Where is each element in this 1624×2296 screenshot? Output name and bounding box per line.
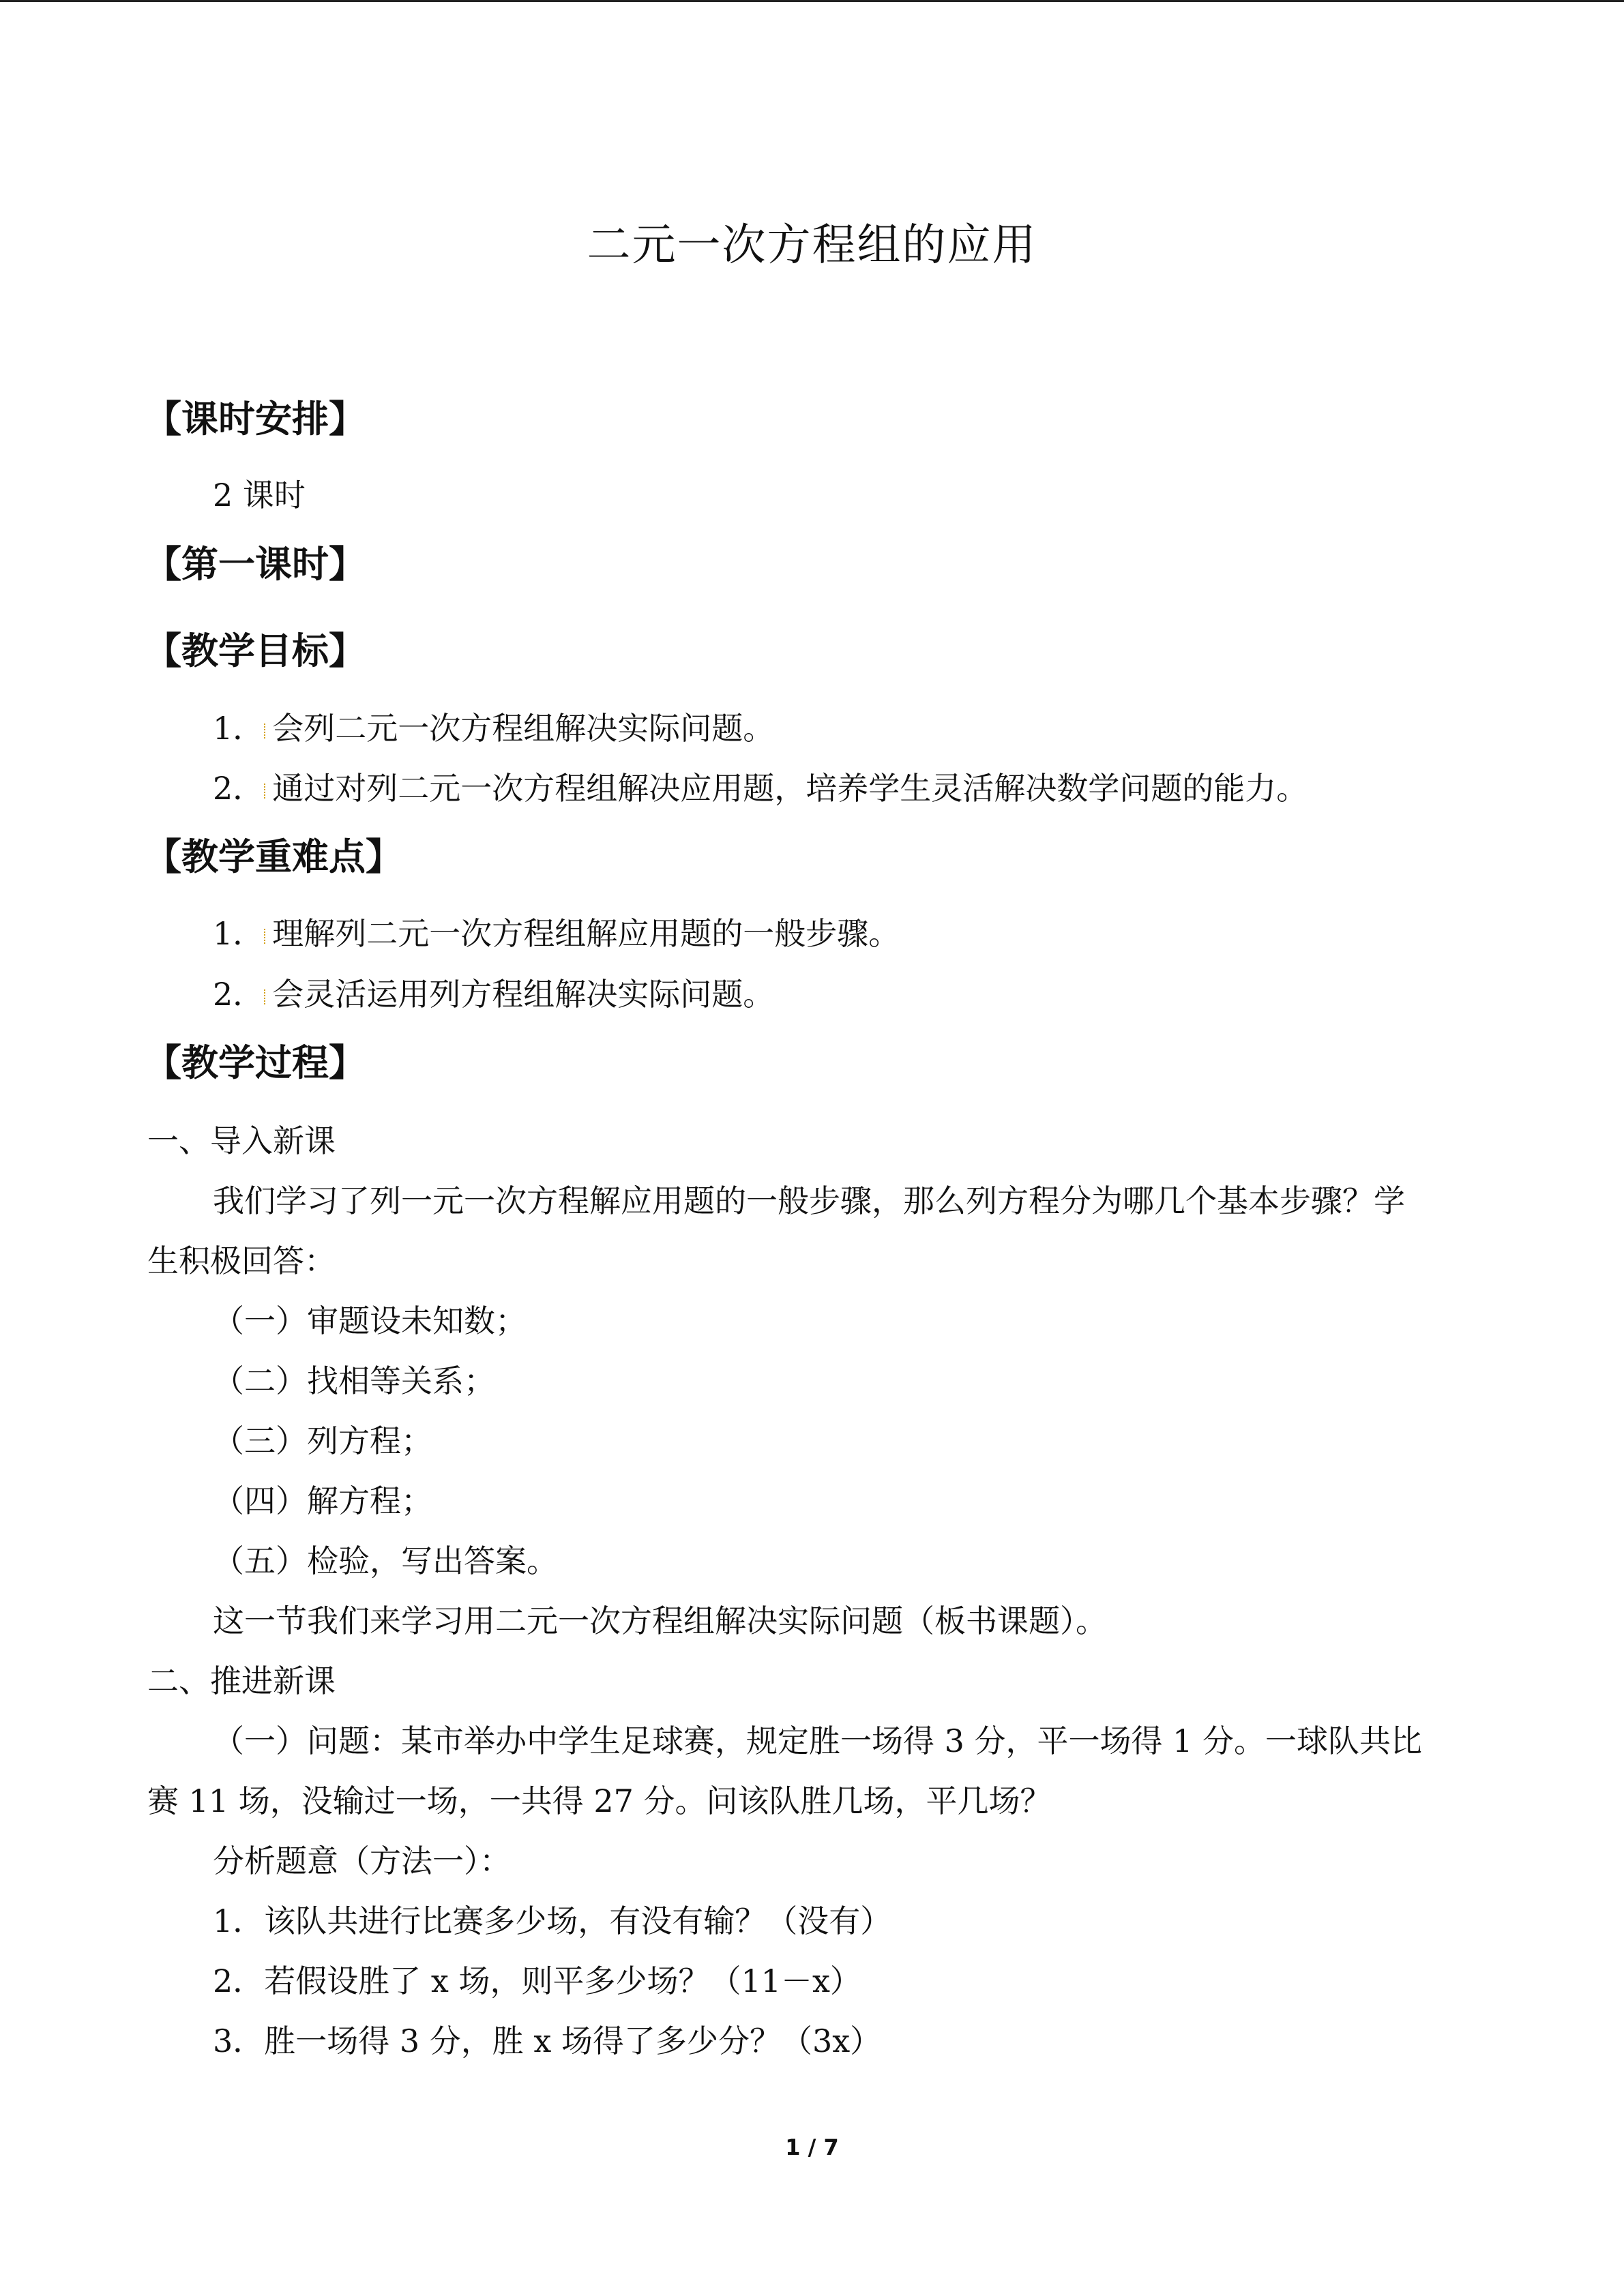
schedule-text: 2 课时 (213, 477, 306, 513)
part1-closing: 这一节我们来学习用二元一次方程组解决实际问题（板书课题）。 (213, 1602, 1107, 1639)
step-item: （三）列方程； (213, 1422, 432, 1459)
step-item: （二）找相等关系； (213, 1362, 495, 1399)
part1-paragraph-line: 生积极回答： (147, 1242, 336, 1279)
analysis-item: 2．若假设胜了 x 场，则平多少场？（11－x） (213, 1963, 861, 1999)
objective-number: 1． (213, 710, 265, 747)
document-title: 二元一次方程组的应用 (587, 220, 1037, 271)
heading-objectives: 【教学目标】 (145, 629, 366, 672)
keypoint-text: 理解列二元一次方程组解应用题的一般步骤。 (272, 915, 900, 952)
problem-line: （一）问题：某市举办中学生足球赛，规定胜一场得 3 分，平一场得 1 分。一球队共比 (213, 1723, 1423, 1759)
problem-line: 赛 11 场，没输过一场，一共得 27 分。问该队胜几场，平几场？ (147, 1783, 1052, 1819)
heading-keypoints: 【教学重难点】 (145, 835, 402, 878)
keypoint-item (213, 913, 900, 954)
page-number: 1 / 7 (785, 2134, 839, 2160)
analysis-item: 3．胜一场得 3 分，胜 x 场得了多少分？（3x） (213, 2023, 882, 2059)
heading-first-lesson: 【第一课时】 (145, 543, 366, 586)
keypoint-text: 会灵活运用列方程组解决实际问题。 (272, 976, 775, 1013)
part1-paragraph-line: 我们学习了列一元一次方程解应用题的一般步骤，那么列方程分为哪几个基本步骤？学 (213, 1182, 1405, 1219)
objective-text: 通过对列二元一次方程组解决应用题，培养学生灵活解决数学问题的能力。 (272, 770, 1308, 807)
analysis-item: 1．该队共进行比赛多少场，有没有输？（没有） (213, 1903, 892, 1939)
step-item: （四）解方程； (213, 1482, 432, 1519)
keypoint-item (213, 974, 774, 1015)
revision-mark (264, 929, 269, 944)
step-item: （五）检验，写出答案。 (213, 1542, 558, 1579)
keypoint-number: 1． (213, 915, 265, 952)
keypoint-number: 2． (213, 976, 265, 1013)
revision-mark (264, 784, 269, 799)
heading-schedule: 【课时安排】 (145, 398, 366, 441)
analysis-title: 分析题意（方法一）： (213, 1843, 511, 1879)
heading-process: 【教学过程】 (145, 1041, 366, 1084)
objective-item (213, 708, 774, 749)
step-item: （一）审题设未知数； (213, 1302, 527, 1339)
objective-number: 2． (213, 770, 265, 807)
objective-text: 会列二元一次方程组解决实际问题。 (272, 710, 775, 747)
part1-title: 一、导入新课 (147, 1122, 336, 1159)
revision-mark (264, 724, 269, 739)
part2-title: 二、推进新课 (147, 1663, 336, 1699)
revision-mark (264, 989, 269, 1004)
objective-item (213, 768, 1308, 809)
